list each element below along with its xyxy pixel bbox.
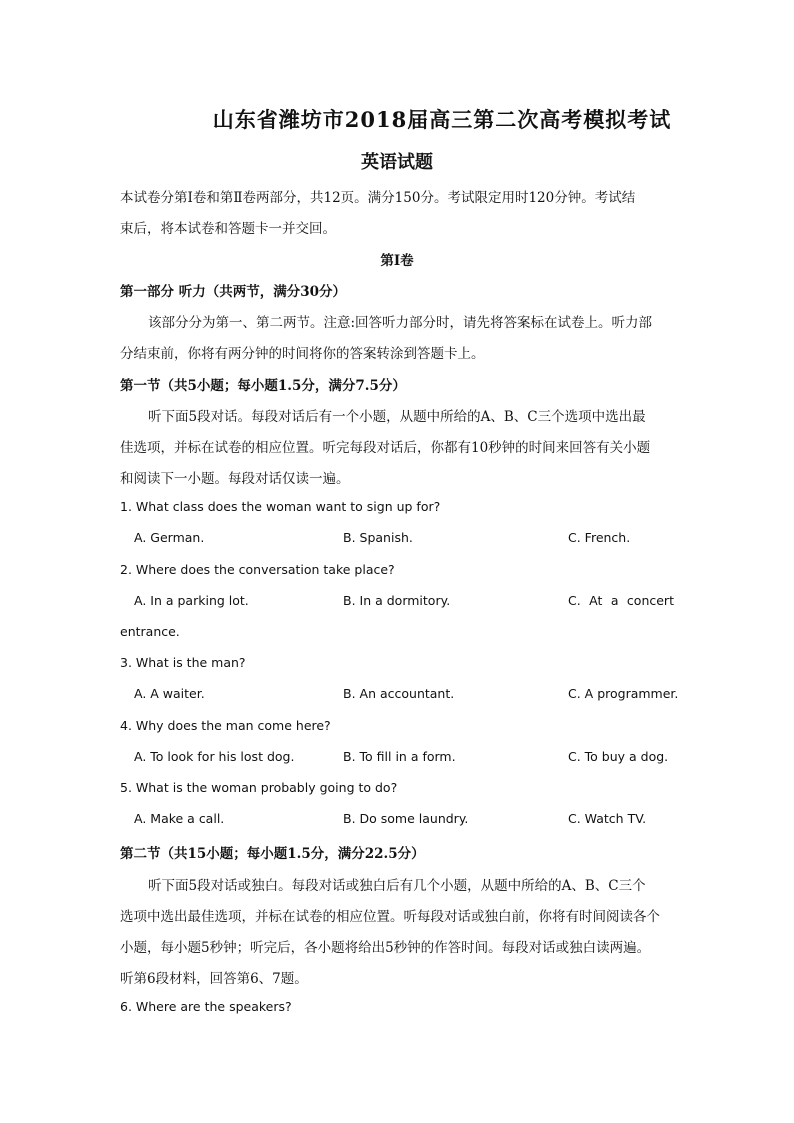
q5-option-a: A. Make a call. [134, 811, 225, 826]
part1-desc-2: 分结束前，你将有两分钟的时间将你的答案转涂到答题卡上。 [120, 346, 485, 362]
section2-desc-1: 听下面5段对话或独白。每段对话或独白后有几个小题，从题中所给的A、B、C三个 [148, 878, 646, 894]
q2-option-c-word-1: C. [568, 593, 581, 608]
section2-desc-2: 选项中选出最佳选项，并标在试卷的相应位置。听每段对话或独白前，你将有时间阅读各个 [120, 909, 660, 925]
q5-option-b: B. Do some laundry. [343, 811, 469, 826]
part1-heading: 第一部分 听力（共两节，满分30分） [120, 284, 346, 300]
q5-option-c: C. Watch TV. [568, 811, 647, 826]
section2-desc-4: 听第6段材料，回答第6、7题。 [120, 971, 308, 987]
intro-line-2: 束后，将本试卷和答题卡一并交回。 [120, 221, 336, 237]
section1-desc-3: 和阅读下一小题。每段对话仅读一遍。 [120, 471, 350, 487]
q4-option-b: B. To fill in a form. [343, 749, 456, 764]
q2-option-c-word-2: At [589, 593, 603, 608]
q4-option-c: C. To buy a dog. [568, 749, 669, 764]
section1-desc-2: 佳选项，并标在试卷的相应位置。听完每段对话后，你都有10秒钟的时间来回答有关小题 [120, 440, 651, 456]
q1-option-c: C. French. [568, 530, 631, 545]
q3-option-a: A. A waiter. [134, 686, 205, 701]
q2-option-b: B. In a dormitory. [343, 593, 451, 608]
part1-desc-1: 该部分分为第一、第二两节。注意:回答听力部分时，请先将答案标在试卷上。听力部 [148, 315, 653, 331]
question-6: 6. Where are the speakers? [120, 999, 292, 1014]
q4-option-a: A. To look for his lost dog. [134, 749, 295, 764]
section2-heading: 第二节（共15小题；每小题1.5分，满分22.5分） [120, 846, 425, 862]
section1-desc-1: 听下面5段对话。每段对话后有一个小题，从题中所给的A、B、C三个选项中选出最 [148, 409, 646, 425]
question-1: 1. What class does the woman want to sign up for? [120, 499, 441, 514]
q1-option-b: B. Spanish. [343, 530, 413, 545]
q3-option-c: C. A programmer. [568, 686, 679, 701]
question-2: 2. Where does the conversation take place? [120, 562, 395, 577]
q2-option-c-continued: entrance. [120, 624, 180, 639]
q3-option-b: B. An accountant. [343, 686, 455, 701]
exam-title: 山东省潍坊市2018届高三第二次高考模拟考试 [212, 107, 672, 132]
section1-heading: 第一节（共5小题；每小题1.5分，满分7.5分） [120, 378, 406, 394]
question-3: 3. What is the man? [120, 655, 246, 670]
question-4: 4. Why does the man come here? [120, 718, 331, 733]
volume-label: 第Ⅰ卷 [380, 253, 414, 269]
q2-option-a: A. In a parking lot. [134, 593, 249, 608]
q1-option-a: A. German. [134, 530, 205, 545]
q2-option-c-word-4: concert [626, 593, 674, 608]
exam-subtitle: 英语试题 [361, 152, 433, 173]
intro-line-1: 本试卷分第Ⅰ卷和第Ⅱ卷两部分，共12页。满分150分。考试限定用时120分钟。考试结 [120, 190, 636, 206]
q2-option-c [568, 593, 674, 608]
q2-option-c-word-3: a [610, 593, 619, 608]
question-5: 5. What is the woman probably going to do? [120, 780, 398, 795]
section2-desc-3: 小题，每小题5秒钟；听完后，各小题将给出5秒钟的作答时间。每段对话或独白读两遍。 [120, 940, 651, 956]
